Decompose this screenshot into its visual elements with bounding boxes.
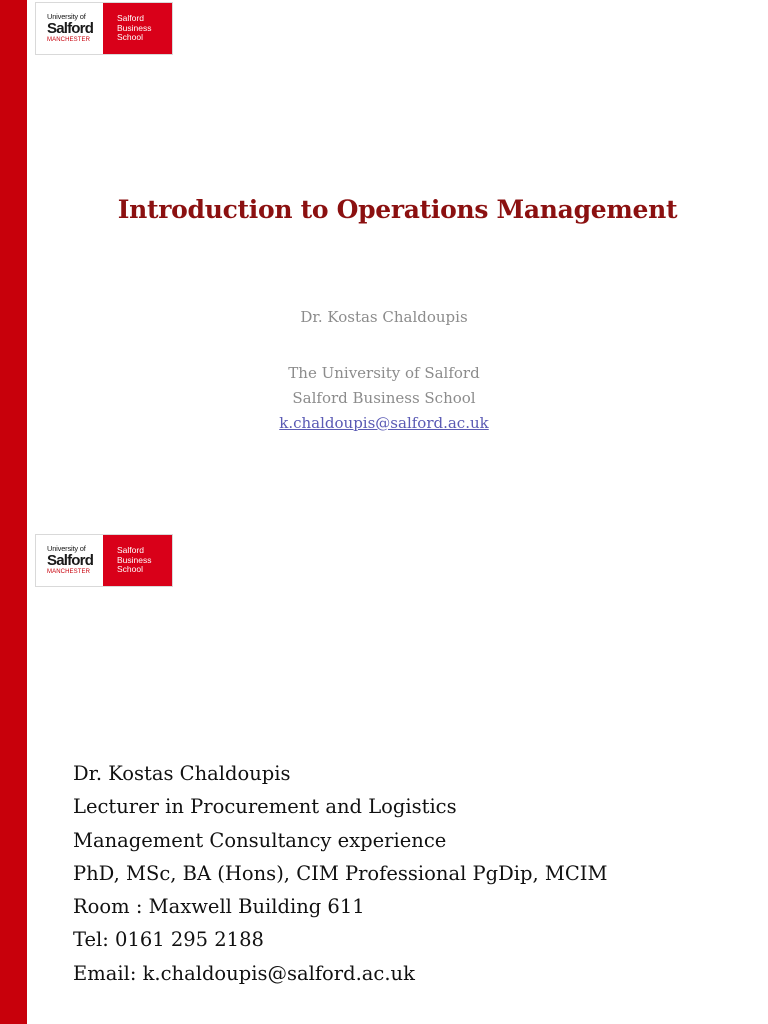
left-red-bar (0, 0, 27, 1024)
logo-university-of-text: University of (47, 544, 86, 553)
info-line: Management Consultancy experience (73, 828, 447, 852)
email-link[interactable]: k.chaldoupis@salford.ac.uk (279, 414, 489, 432)
logo-school-line: School (117, 32, 143, 43)
author-name (0, 308, 768, 326)
logo-manchester-text: MANCHESTER (47, 37, 91, 43)
author-name-text: Dr. Kostas Chaldoupis (300, 308, 468, 326)
info-line: Lecturer in Procurement and Logistics (73, 795, 457, 819)
logo-school-block (103, 3, 172, 54)
logo-university-of-text: University of (47, 12, 86, 21)
affiliation-block (0, 361, 768, 436)
logo-salford-text: Salford (47, 20, 94, 37)
logo-salford-text: Salford (47, 552, 94, 569)
info-line: Dr. Kostas Chaldoupis (73, 762, 291, 785)
logo-school-line: Salford (117, 545, 144, 556)
logo-school-line: Salford (117, 13, 144, 24)
logo-school-line: School (117, 564, 143, 575)
info-line: PhD, MSc, BA (Hons), CIM Professional PgDip, MCIM (73, 861, 608, 885)
lecturer-info (73, 757, 607, 990)
university-logo (35, 2, 173, 55)
logo-school-block (103, 535, 172, 586)
logo-school-line: Business (117, 22, 152, 33)
university-logo (35, 534, 173, 587)
logo-school-line: Business (117, 554, 152, 565)
info-line: Tel: 0161 295 2188 (73, 928, 264, 952)
info-line: Room : Maxwell Building 611 (73, 895, 365, 919)
presentation-title: Introduction to Operations Management (117, 195, 678, 224)
logo-manchester-text: MANCHESTER (47, 569, 91, 575)
info-line: Email: k.chaldoupis@salford.ac.uk (73, 961, 415, 985)
logo-university-block (36, 535, 103, 586)
logo-university-block (36, 3, 103, 54)
institution-text: The University of Salford (288, 364, 480, 382)
school-text: Salford Business School (292, 389, 476, 407)
